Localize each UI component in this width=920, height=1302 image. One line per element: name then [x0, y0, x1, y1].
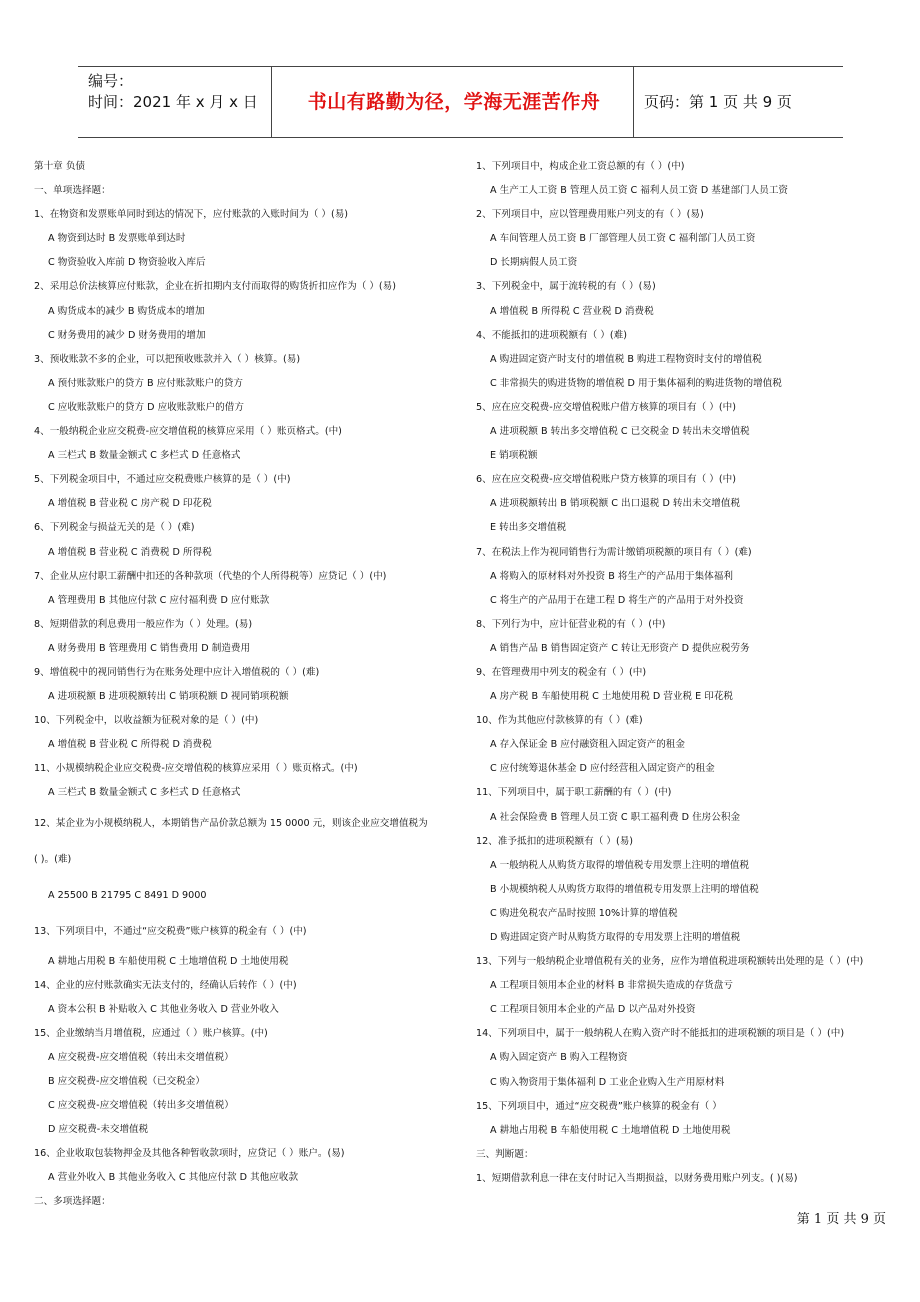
text-line: ( )。(难) [34, 853, 72, 865]
header-divider [633, 67, 634, 137]
text-line: 12、某企业为小规模纳税人，本期销售产品价款总额为 15 0000 元，则该企业应交增值税为 [34, 817, 428, 829]
text-line: 13、下列与一般纳税企业增值税有关的业务，应作为增值税进项税额转出处理的是（ ）(中) [476, 956, 864, 968]
right-column [476, 155, 906, 1191]
text-line: D 应交税费-未交增值税 [48, 1124, 149, 1136]
text-line: A 预付账款账户的贷方 B 应付账款账户的贷方 [48, 377, 243, 389]
text-line: 13、下列项目中，不通过“应交税费”账户核算的税金有（ ）(中) [34, 925, 307, 937]
text-line: 1、短期借款利息一律在支付时记入当期损益，以财务费用账户列支。( )(易) [476, 1172, 798, 1184]
text-line: 14、企业的应付账款确实无法支付的，经确认后转作（ ）(中) [34, 979, 297, 991]
text-line: 14、下列项目中，属于一般纳税人在购入资产时不能抵扣的进项税额的项目是（ ）(中) [476, 1028, 845, 1040]
text-line: 二、多项选择题： [34, 1196, 111, 1208]
text-line: 4、一般纳税企业应交税费-应交增值税的核算应采用（ ）账页格式。(中) [34, 426, 342, 438]
text-line: 9、增值税中的视同销售行为在账务处理中应计入增值税的（ ）(难) [34, 666, 320, 678]
text-line: C 应付统筹退休基金 D 应付经营租入固定资产的租金 [490, 763, 715, 775]
text-line: B 小规模纳税人从购货方取得的增值税专用发票上注明的增值税 [490, 883, 759, 895]
text-line: 2、采用总价法核算应付账款，企业在折扣期内支付而取得的购货折扣应作为（ ）(易) [34, 281, 397, 293]
text-line: B 应交税费-应交增值税（已交税金） [48, 1076, 205, 1087]
left-column [34, 155, 464, 1215]
text-line: 5、下列税金项目中，不通过应交税费账户核算的是（ ）(中) [34, 474, 291, 486]
text-line: C 非常损失的购进货物的增值税 D 用于集体福利的购进货物的增值税 [490, 377, 782, 389]
text-line: A 营业外收入 B 其他业务收入 C 其他应付款 D 其他应收款 [48, 1172, 299, 1184]
header-meta [88, 71, 258, 113]
text-line: 16、企业收取包装物押金及其他各种暂收款项时，应贷记（ ）账户。(易) [34, 1148, 345, 1160]
text-line: 12、准予抵扣的进项税额有（ ）(易) [476, 835, 634, 847]
text-line: C 将生产的产品用于在建工程 D 将生产的产品用于对外投资 [490, 594, 744, 606]
text-line: 1、在物资和发票账单同时到达的情况下，应付账款的入账时间为（ ）(易) [34, 209, 349, 221]
text-line: 11、下列项目中，属于职工薪酬的有（ ）(中) [476, 787, 672, 799]
text-line: C 购入物资用于集体福利 D 工业企业购入生产用原材料 [490, 1076, 725, 1088]
text-line: A 生产工人工资 B 管理人员工资 C 福利人员工资 D 基建部门人员工资 [490, 185, 789, 197]
text-line: A 资本公积 B 补贴收入 C 其他业务收入 D 营业外收入 [48, 1003, 279, 1015]
text-line: A 耕地占用税 B 车船使用税 C 土地增值税 D 土地使用税 [490, 1124, 731, 1136]
text-line: 第十章 负债 [34, 161, 86, 172]
text-line: A 车间管理人员工资 B 厂部管理人员工资 C 福利部门人员工资 [490, 233, 756, 245]
text-line: A 购货成本的减少 B 购货成本的增加 [48, 305, 205, 317]
text-line: D 购进固定资产时从购货方取得的专用发票上注明的增值税 [490, 932, 741, 943]
text-line: C 应交税费-应交增值税（转出多交增值税） [48, 1100, 234, 1112]
text-line: A 增值税 B 营业税 C 所得税 D 消费税 [48, 739, 212, 751]
text-line: A 存入保证金 B 应付融资租入固定资产的租金 [490, 739, 685, 751]
page-footer: 第 1 页 共 9 页 [796, 1212, 886, 1227]
text-line: 11、小规模纳税企业应交税费-应交增值税的核算应采用（ ）账页格式。(中) [34, 763, 358, 775]
text-line: A 进项税额 B 转出多交增值税 C 已交税金 D 转出未交增值税 [490, 426, 750, 438]
text-line: 三、判断题： [476, 1148, 534, 1160]
text-line: A 购入固定资产 B 购入工程物资 [490, 1052, 628, 1064]
text-line: 10、作为其他应付款核算的有（ ）(难) [476, 715, 643, 727]
text-line: A 耕地占用税 B 车船使用税 C 土地增值税 D 土地使用税 [48, 955, 289, 967]
text-line: 4、不能抵扣的进项税额有（ ）(难) [476, 329, 627, 341]
text-line: 7、在税法上作为视同销售行为需计缴销项税额的项目有（ ）(难) [476, 546, 752, 558]
text-line: 6、应在应交税费-应交增值税账户贷方核算的项目有（ ）(中) [476, 474, 736, 486]
text-line: A 增值税 B 营业税 C 房产税 D 印花税 [48, 498, 212, 510]
text-line: 1、下列项目中，构成企业工资总额的有（ ）(中) [476, 161, 685, 172]
text-line: A 房产税 B 车船使用税 C 土地使用税 D 营业税 E 印花税 [490, 691, 734, 703]
document-number-label: 编号： [88, 72, 134, 90]
text-line: 一、单项选择题： [34, 185, 111, 197]
text-line: A 将购入的原材料对外投资 B 将生产的产品用于集体福利 [490, 570, 733, 582]
text-line: 3、预收账款不多的企业，可以把预收账款并入（ ）核算。(易) [34, 353, 301, 365]
text-line: A 三栏式 B 数量金额式 C 多栏式 D 任意格式 [48, 787, 241, 799]
text-line: E 销项税额 [490, 450, 538, 462]
text-line: A 应交税费-应交增值税（转出未交增值税） [48, 1051, 234, 1063]
text-line: 15、企业缴纳当月增值税，应通过（ ）账户核算。(中) [34, 1027, 268, 1039]
text-line: C 财务费用的减少 D 财务费用的增加 [48, 329, 206, 341]
text-line: A 增值税 B 营业税 C 消费税 D 所得税 [48, 546, 212, 558]
text-line: 6、下列税金与损益无关的是（ ）(难) [34, 522, 195, 534]
text-line: 2、下列项目中，应以管理费用账户列支的有（ ）(易) [476, 209, 704, 221]
text-line: C 购进免税农产品时按照 10%计算的增值税 [490, 907, 678, 919]
text-line: A 三栏式 B 数量金额式 C 多栏式 D 任意格式 [48, 450, 241, 462]
text-line: A 社会保险费 B 管理人员工资 C 职工福利费 D 住房公积金 [490, 811, 741, 823]
text-line: A 购进固定资产时支付的增值税 B 购进工程物资时支付的增值税 [490, 353, 762, 365]
text-line: A 增值税 B 所得税 C 营业税 D 消费税 [490, 305, 654, 317]
text-line: 3、下列税金中，属于流转税的有（ ）(易) [476, 281, 656, 293]
text-line: 10、下列税金中，以收益额为征税对象的是（ ）(中) [34, 715, 259, 727]
text-line: D 长期病假人员工资 [490, 257, 578, 269]
text-line: A 进项税额转出 B 销项税额 C 出口退税 D 转出未交增值税 [490, 498, 741, 510]
text-line: A 25500 B 21795 C 8491 D 9000 [48, 889, 207, 901]
header-motto: 书山有路勤为径，学海无涯苦作舟 [307, 91, 601, 113]
header-page-number: 页码：第 1 页 共 9 页 [644, 93, 792, 111]
text-line: A 进项税额 B 进项税额转出 C 销项税额 D 视同销项税额 [48, 691, 289, 703]
text-line: E 转出多交增值税 [490, 522, 567, 534]
text-line: C 工程项目领用本企业的产品 D 以产品对外投资 [490, 1004, 696, 1016]
text-line: C 物资验收入库前 D 物资验收入库后 [48, 257, 206, 269]
text-line: 7、企业从应付职工薪酬中扣还的各种款项（代垫的个人所得税等）应贷记（ ）(中) [34, 570, 387, 582]
text-line: 8、短期借款的利息费用一般应作为（ ）处理。(易) [34, 618, 253, 630]
text-line: A 销售产品 B 销售固定资产 C 转让无形资产 D 提供应税劳务 [490, 642, 750, 654]
text-line: 5、应在应交税费-应交增值税账户借方核算的项目有（ ）(中) [476, 401, 736, 413]
text-line: 9、在管理费用中列支的税金有（ ）(中) [476, 666, 647, 678]
text-line: C 应收账款账户的贷方 D 应收账款账户的借方 [48, 401, 244, 413]
text-line: A 财务费用 B 管理费用 C 销售费用 D 制造费用 [48, 642, 251, 654]
text-line: 8、下列行为中，应计征营业税的有（ ）(中) [476, 618, 666, 630]
page-header [78, 66, 843, 138]
text-line: 15、下列项目中，通过“应交税费”账户核算的税金有（ ） [476, 1100, 722, 1112]
header-divider [271, 67, 272, 137]
text-line: A 管理费用 B 其他应付款 C 应付福利费 D 应付账款 [48, 594, 270, 606]
text-line: A 工程项目领用本企业的材料 B 非常损失造成的存货盘亏 [490, 980, 733, 992]
text-line: A 一般纳税人从购货方取得的增值税专用发票上注明的增值税 [490, 859, 750, 871]
document-date-label: 时间：2021 年 x 月 x 日 [88, 93, 258, 111]
text-line: A 物资到达时 B 发票账单到达时 [48, 233, 186, 245]
